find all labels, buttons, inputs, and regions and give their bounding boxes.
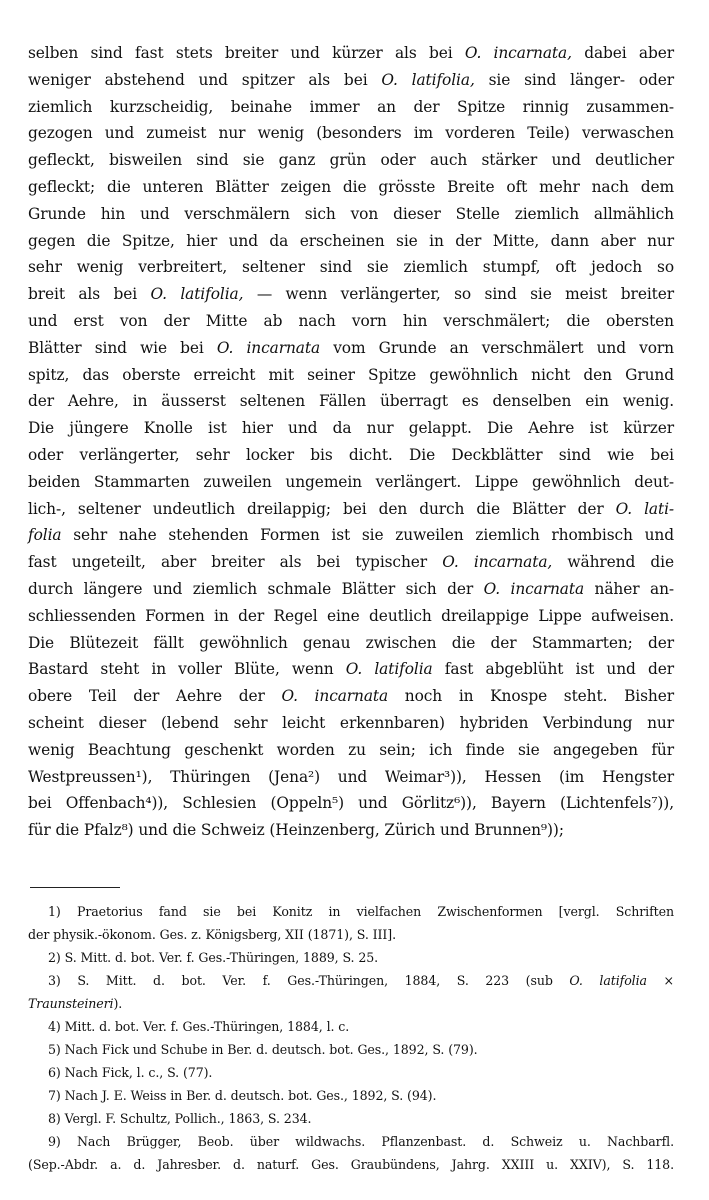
- body-text: [28, 40, 674, 844]
- body-line: [28, 67, 674, 94]
- text-run: 8) Vergl. F. Schultz, Pollich., 1863, S. 234.: [48, 1111, 312, 1126]
- body-line: [28, 228, 674, 255]
- text-run: der Aehre, in äusserst seltenen Fällen überragt es denselben ein wenig.: [28, 392, 674, 411]
- text-run: während die: [552, 553, 674, 572]
- text-run: dabei aber: [571, 44, 674, 62]
- body-line: [28, 147, 674, 174]
- text-run: schliessenden Formen in der Regel eine deutlich dreilappige Lippe aufweisen.: [28, 606, 674, 625]
- text-run: Die jüngere Knolle ist hier und da nur gelappt. Die Aehre ist kürzer: [28, 419, 674, 438]
- italic-species-name: O. incarnata: [483, 579, 585, 598]
- italic-species-name: O. latifolia,: [381, 70, 475, 89]
- body-line: [28, 40, 674, 67]
- text-run: breit als bei: [28, 285, 151, 304]
- text-run: (Sep.-Abdr. a. d. Jahresber. d. naturf. Ges. Graubündens, Jahrg. XXIII u. XXIV), S. 118.: [28, 1157, 674, 1172]
- text-run: Bastard steht in voller Blüte, wenn: [28, 660, 346, 679]
- footnotes: [28, 900, 674, 1176]
- body-line: [28, 201, 674, 228]
- text-run: lich-, seltener undeutlich dreilappig; bei den durch die Blätter der: [28, 499, 616, 518]
- text-run: ).: [113, 996, 123, 1011]
- text-run: selben sind fast stets breiter und kürzer als bei: [28, 44, 465, 62]
- text-run: sie sind länger- oder: [474, 70, 675, 89]
- text-run: bei Offenbach⁴)), Schlesien (Oppeln⁵) und Görlitz⁶)), Bayern (Lichtenfels⁷)),: [28, 794, 674, 813]
- text-run: gegen die Spitze, hier und da erscheinen sie in der Mitte, dann aber nur: [28, 231, 674, 250]
- text-run: näher an-: [584, 579, 674, 598]
- body-line: [28, 120, 674, 147]
- italic-species-name: O. incarnata: [281, 687, 389, 706]
- body-line: [28, 281, 674, 308]
- italic-species-name: O. incarnata,: [442, 553, 553, 572]
- text-run: gezogen und zumeist nur wenig (besonders im vorderen Teile) verwaschen: [28, 124, 674, 143]
- body-line: [28, 603, 674, 630]
- text-run: ×: [646, 973, 675, 988]
- text-run: vom Grunde an verschmälert und vorn: [320, 338, 674, 357]
- body-line: [28, 254, 674, 281]
- italic-species-name: O. latifolia,: [150, 285, 244, 304]
- text-run: 2) S. Mitt. d. bot. Ver. f. Ges.-Thüringen, 1889, S. 25.: [48, 950, 379, 965]
- text-run: 7) Nach J. E. Weiss in Ber. d. deutsch. bot. Ges., 1892, S. (94).: [48, 1088, 437, 1103]
- body-line: [28, 549, 674, 576]
- text-run: noch in Knospe steht. Bisher: [388, 687, 674, 706]
- body-line: [28, 335, 674, 362]
- body-line: [28, 817, 674, 844]
- text-run: Westpreussen¹), Thüringen (Jena²) und Weimar³)), Hessen (im Hengster: [28, 767, 674, 786]
- body-line: [28, 630, 674, 657]
- footnote-line: [28, 1107, 674, 1130]
- italic-species-name: O. latifolia: [345, 660, 433, 679]
- text-run: ziemlich kurzscheidig, beinahe immer an der Spitze rinnig zusammen-: [28, 97, 674, 116]
- body-line: [28, 174, 674, 201]
- footnote-line: [28, 946, 674, 969]
- text-run: gefleckt, bisweilen sind sie ganz grün oder auch stärker und deutlicher: [28, 151, 674, 170]
- footnote-line: [28, 1038, 674, 1061]
- body-line: [28, 737, 674, 764]
- text-run: gefleckt; die unteren Blätter zeigen die grösste Breite oft mehr nach dem: [28, 177, 674, 196]
- text-run: — wenn verlängerter, so sind sie meist breiter: [243, 285, 674, 304]
- footnote-line: [28, 992, 674, 1015]
- text-run: fast abgeblüht ist und der: [432, 660, 674, 679]
- text-run: wenig Beachtung geschenkt worden zu sein; ich finde sie angegeben für: [28, 740, 674, 759]
- body-line: [28, 308, 674, 335]
- text-run: durch längere und ziemlich schmale Blätter sich der: [28, 579, 484, 598]
- footnote-line: [28, 900, 674, 923]
- footnote-line: [28, 1061, 674, 1084]
- body-line: [28, 469, 674, 496]
- body-line: [28, 442, 674, 469]
- text-run: 3) S. Mitt. d. bot. Ver. f. Ges.-Thüringen, 1884, S. 223 (sub: [48, 973, 570, 988]
- body-line: [28, 683, 674, 710]
- text-run: Grunde hin und verschmälern sich von dieser Stelle ziemlich allmählich: [28, 204, 674, 223]
- text-run: scheint dieser (lebend sehr leicht erkennbaren) hybriden Verbindung nur: [28, 713, 674, 732]
- italic-species-name: O. lati-: [615, 499, 675, 518]
- text-run: 1) Praetorius fand sie bei Konitz in vielfachen Zwischenformen [vergl. Schriften: [48, 904, 674, 919]
- body-line: [28, 388, 674, 415]
- footnote-line: [28, 923, 674, 946]
- italic-species-name: Traunsteineri: [28, 996, 114, 1011]
- text-run: fast ungeteilt, aber breiter als bei typischer: [28, 553, 443, 572]
- italic-species-name: O. latifolia: [569, 973, 647, 988]
- body-line: [28, 790, 674, 817]
- text-run: 4) Mitt. d. bot. Ver. f. Ges.-Thüringen, 1884, l. c.: [48, 1019, 350, 1034]
- body-line: [28, 656, 674, 683]
- text-run: sehr wenig verbreitert, seltener sind sie ziemlich stumpf, oft jedoch so: [28, 258, 674, 277]
- footnote-separator: [30, 887, 120, 888]
- text-run: sehr nahe stehenden Formen ist sie zuweilen ziemlich rhombisch und: [61, 526, 674, 545]
- body-line: [28, 764, 674, 791]
- body-line: [28, 710, 674, 737]
- footnote-line: [28, 969, 674, 992]
- body-line: [28, 94, 674, 121]
- text-run: 5) Nach Fick und Schube in Ber. d. deutsch. bot. Ges., 1892, S. (79).: [48, 1042, 478, 1057]
- italic-species-name: O. incarnata: [216, 338, 321, 357]
- footnote-line: [28, 1084, 674, 1107]
- text-run: Die Blütezeit fällt gewöhnlich genau zwischen die der Stammarten; der: [28, 633, 674, 652]
- text-run: weniger abstehend und spitzer als bei: [28, 70, 382, 89]
- text-run: oder verlängerter, sehr locker bis dicht. Die Deckblätter sind wie bei: [28, 445, 674, 464]
- text-run: der physik.-ökonom. Ges. z. Königsberg, XII (1871), S. III].: [28, 927, 397, 942]
- text-run: 9) Nach Brügger, Beob. über wildwachs. Pflanzenbast. d. Schweiz u. Nachbarfl.: [48, 1134, 674, 1149]
- body-line: [28, 576, 674, 603]
- text-run: spitz, das oberste erreicht mit seiner Spitze gewöhnlich nicht den Grund: [28, 365, 674, 384]
- text-run: und erst von der Mitte ab nach vorn hin verschmälert; die obersten: [28, 311, 674, 330]
- text-run: beiden Stammarten zuweilen ungemein verlängert. Lippe gewöhnlich deut-: [28, 472, 674, 491]
- body-line: [28, 522, 674, 549]
- italic-species-name: folia: [28, 526, 62, 545]
- footnote-line: [28, 1015, 674, 1038]
- text-run: 6) Nach Fick, l. c., S. (77).: [48, 1065, 213, 1080]
- text-run: obere Teil der Aehre der: [28, 687, 282, 706]
- body-line: [28, 362, 674, 389]
- footnote-line: [28, 1153, 674, 1176]
- body-line: [28, 496, 674, 523]
- footnote-line: [28, 1130, 674, 1153]
- text-run: für die Pfalz⁸) und die Schweiz (Heinzenberg, Zürich und Brunnen⁹));: [28, 821, 564, 840]
- text-run: Blätter sind wie bei: [28, 338, 217, 357]
- body-line: [28, 415, 674, 442]
- italic-species-name: O. incarnata,: [464, 44, 572, 62]
